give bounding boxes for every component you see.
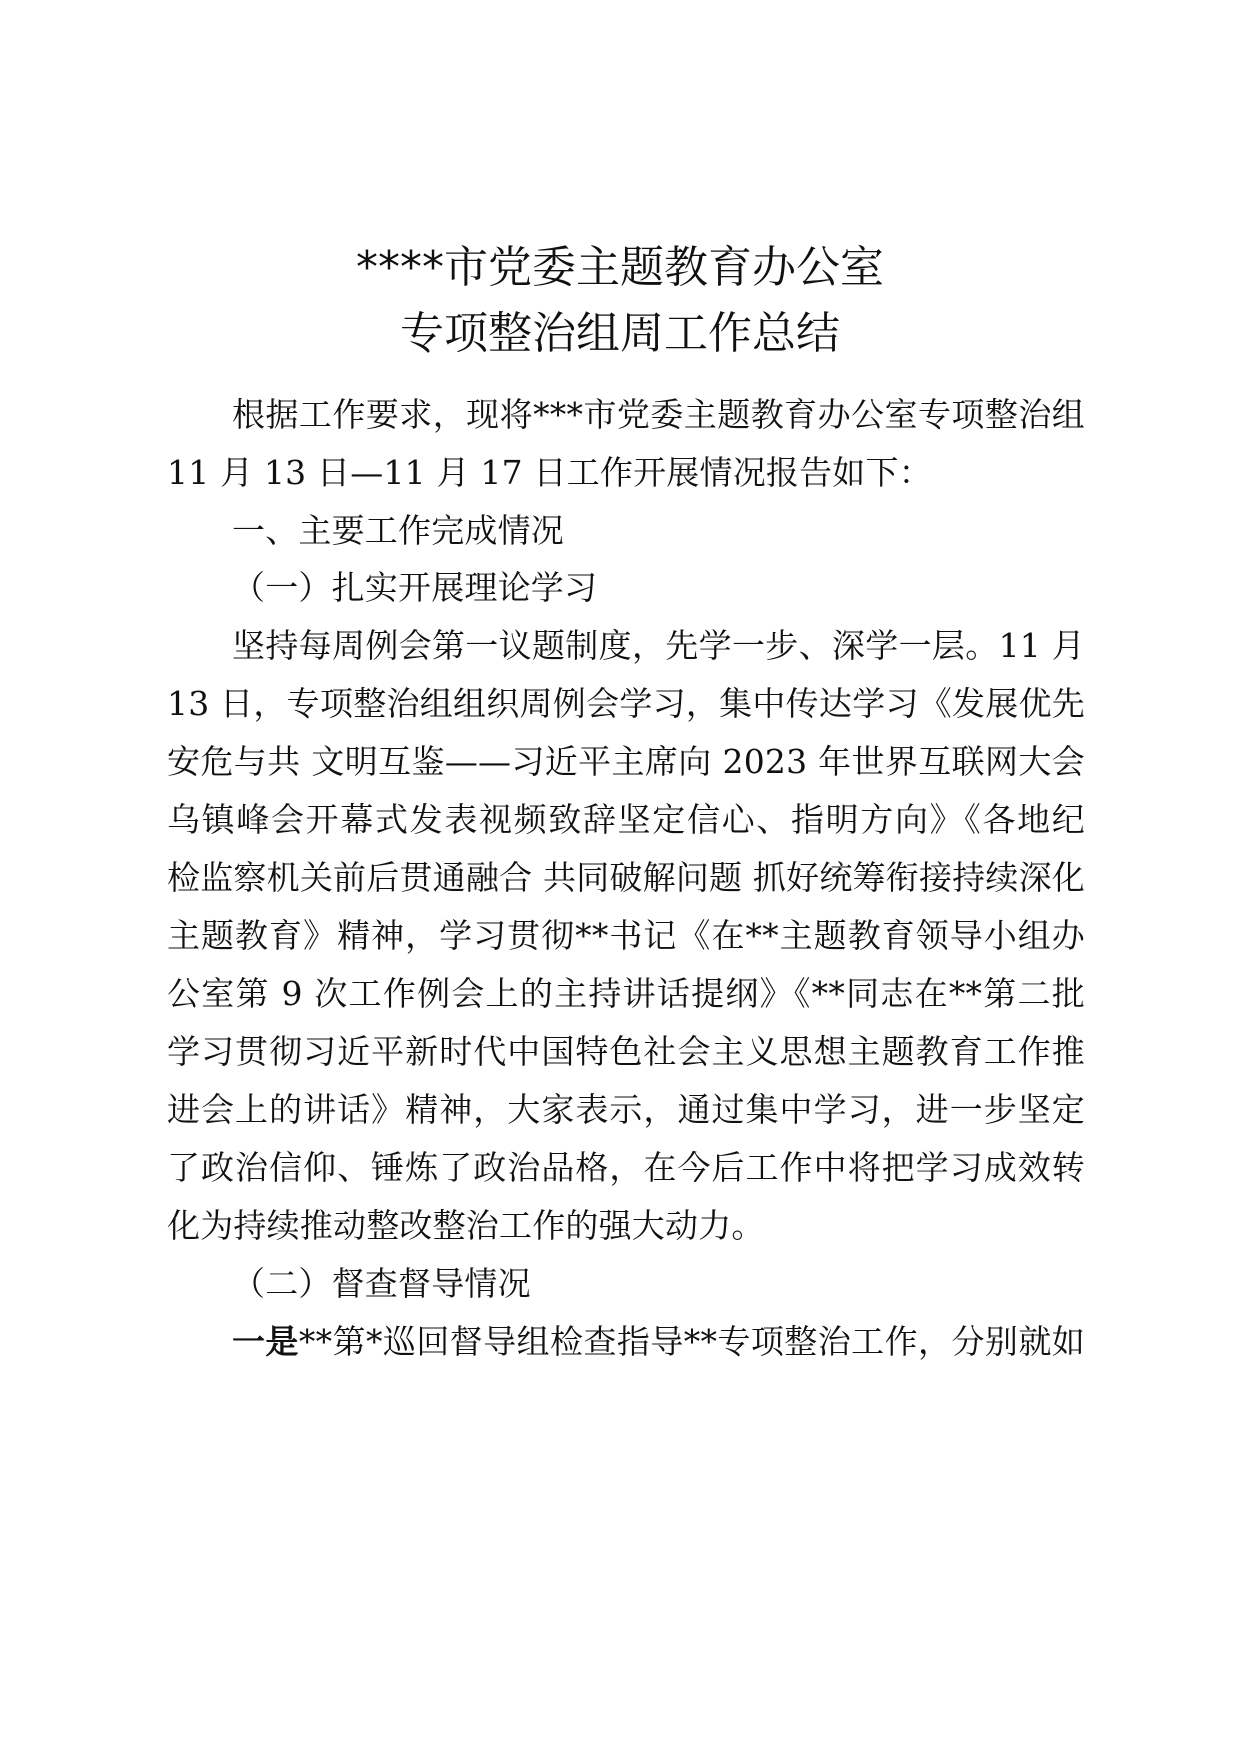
paragraph-line: 了政治信仰、锤炼了政治品格，在今后工作中将把学习成效转 [167,1148,1085,1187]
paragraph-line: 进会上的讲话》精神，大家表示，通过集中学习，进一步坚定 [167,1090,1085,1129]
item-one-line [232,1318,1085,1366]
paragraph-line: 公室第 9 次工作例会上的主持讲话提纲》《**同志在**第二批 [167,974,1085,1013]
paragraph-line: 主题教育》精神，学习贯彻**书记《在**主题教育领导小组办 [167,916,1085,955]
paragraph-line: 安危与共 文明互鉴——习近平主席向 2023 年世界互联网大会 [167,742,1085,781]
paragraph-line: 坚持每周例会第一议题制度，先学一步、深学一层。11 月 [232,626,1085,665]
paragraph-line: 化为持续推动整改整治工作的强大动力。 [167,1206,765,1245]
intro-line-1: 根据工作要求，现将***市党委主题教育办公室专项整治组 [232,395,1085,434]
paragraph-line: 乌镇峰会开幕式发表视频致辞坚定信心、指明方向》《各地纪 [167,800,1085,839]
paragraph-line: 检监察机关前后贯通融合 共同破解问题 抓好统筹衔接持续深化 [167,858,1085,897]
document-title-line2: 专项整治组周工作总结 [400,308,840,359]
item-one-lead: 一是 [232,1322,299,1361]
paragraph-line: 学习贯彻习近平新时代中国特色社会主义思想主题教育工作推 [167,1032,1085,1071]
subsection-heading-theory-study: （一）扎实开展理论学习 [232,568,598,607]
document-title-line1: ****市党委主题教育办公室 [356,242,884,293]
paragraph-line: 13 日，专项整治组组织周例会学习，集中传达学习《发展优先 [167,684,1085,723]
section-heading-main-work: 一、主要工作完成情况 [232,511,564,550]
item-one-text: **第*巡回督导组检查指导**专项整治工作，分别就如 [298,1322,1085,1361]
intro-line-2: 11 月 13 日—11 月 17 日工作开展情况报告如下： [167,453,932,492]
subsection-heading-supervision: （二）督查督导情况 [232,1264,531,1303]
